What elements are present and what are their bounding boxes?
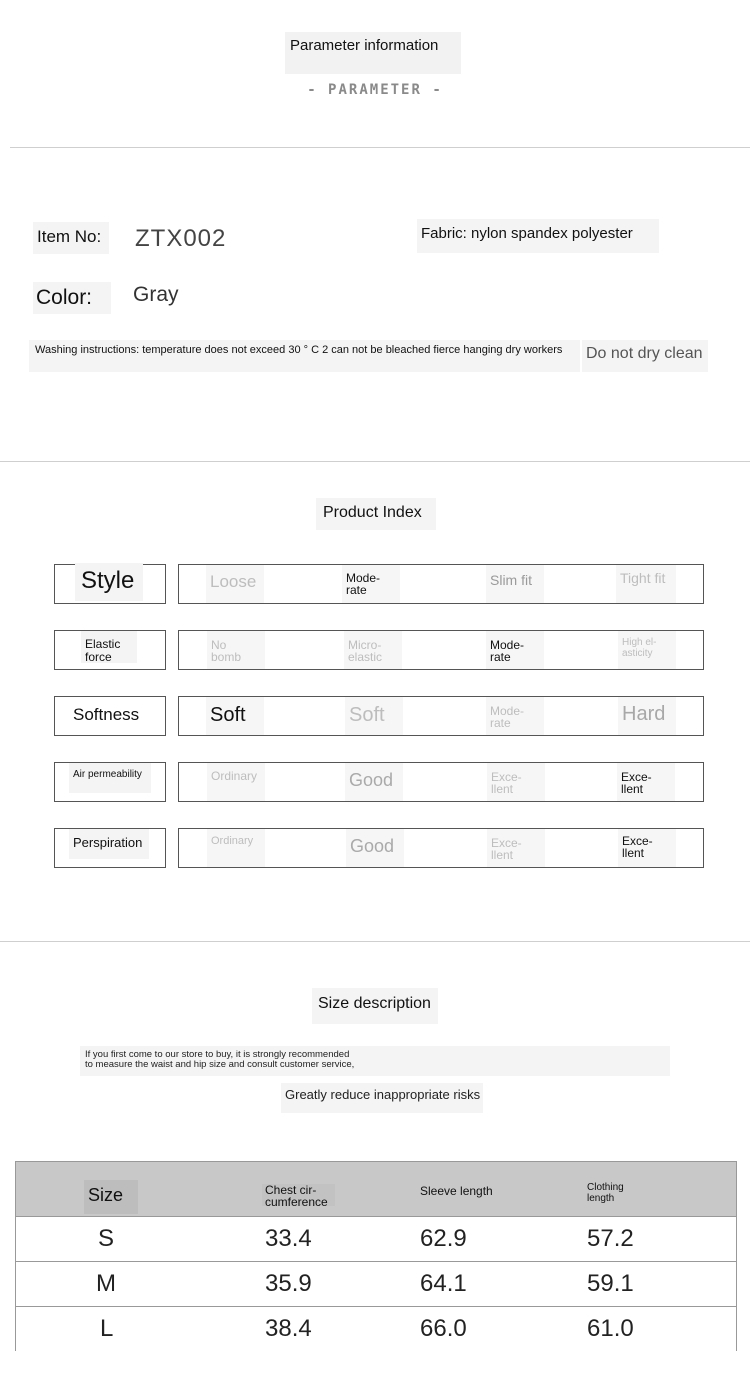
option-no-bomb: No bomb (207, 631, 265, 669)
option-excellent-selected: Exce-llent (618, 829, 676, 867)
header-size: Size (84, 1180, 138, 1214)
option-moderate: Mode-rate (342, 565, 400, 603)
elastic-options (178, 630, 704, 670)
divider (10, 147, 750, 148)
item-number-label: Item No: (33, 222, 109, 254)
option-hard: Hard (618, 697, 676, 735)
option-loose: Loose (206, 565, 264, 603)
cell-length: 57.2 (587, 1225, 634, 1252)
cell-length: 61.0 (587, 1315, 634, 1342)
cell-sleeve: 66.0 (420, 1315, 467, 1342)
air-permeability-label: Air permeability (69, 763, 151, 793)
page-title: Parameter information (285, 32, 461, 74)
option-moderate: Mode-rate (486, 697, 544, 735)
color-label: Color: (33, 282, 111, 314)
fabric-text: Fabric: nylon spandex polyester (417, 219, 659, 253)
cell-size: L (100, 1315, 114, 1342)
option-high-elasticity: High el-asticity (618, 631, 676, 669)
table-row (16, 1306, 736, 1351)
cell-length: 59.1 (587, 1270, 634, 1297)
air-permeability-options (178, 762, 704, 802)
style-options (178, 564, 704, 604)
risk-note: Greatly reduce inappropriate risks (281, 1083, 483, 1113)
option-moderate: Mode-rate (486, 631, 544, 669)
table-row (16, 1216, 736, 1261)
style-label: Style (75, 563, 143, 601)
softness-label: Softness (73, 705, 140, 724)
cell-sleeve: 64.1 (420, 1270, 467, 1297)
size-table (15, 1161, 737, 1351)
dry-clean-note: Do not dry clean (582, 340, 708, 372)
cell-sleeve: 62.9 (420, 1225, 467, 1252)
option-soft-2: Soft (345, 697, 403, 735)
perspiration-label: Perspiration (69, 829, 149, 859)
header-sleeve-length: Sleeve length (420, 1184, 493, 1198)
header-clothing-length: Clothing length (587, 1182, 624, 1204)
option-good: Good (346, 829, 404, 867)
index-row-label (54, 762, 166, 802)
perspiration-options (178, 828, 704, 868)
option-good: Good (345, 763, 403, 801)
option-excellent-selected: Exce-llent (617, 763, 675, 801)
softness-options (178, 696, 704, 736)
cell-size: M (96, 1270, 116, 1297)
option-excellent: Exce-llent (487, 763, 545, 801)
divider (0, 941, 750, 942)
cell-size: S (98, 1225, 115, 1252)
index-row-label (54, 696, 166, 736)
color-value: Gray (133, 283, 179, 306)
cell-chest: 38.4 (265, 1315, 312, 1342)
header-chest: Chest cir-cumference (262, 1184, 335, 1206)
cell-chest: 35.9 (265, 1270, 312, 1297)
cell-chest: 33.4 (265, 1225, 312, 1252)
option-slim-fit: Slim fit (486, 565, 544, 603)
washing-instructions: Washing instructions: temperature does not exceed 30 ° C 2 can not be bleached fierce hanging dry workers (29, 340, 580, 372)
index-row-label (54, 828, 166, 868)
size-note-line: If you first come to our store to buy, it is strongly recommended (85, 1049, 350, 1060)
option-micro-elastic: Micro-elastic (344, 631, 402, 669)
index-row-label (54, 630, 166, 670)
item-number-value: ZTX002 (135, 225, 227, 252)
size-note-line: to measure the waist and hip size and consult customer service, (85, 1059, 355, 1070)
page-subtitle: - PARAMETER - (307, 82, 443, 98)
table-header (16, 1162, 736, 1216)
option-ordinary: Ordinary (207, 763, 265, 801)
divider (0, 461, 750, 462)
product-index-title: Product Index (316, 498, 436, 530)
option-ordinary: Ordinary (207, 829, 265, 867)
size-description-title: Size description (312, 988, 438, 1024)
elastic-force-label: Elastic force (81, 631, 137, 663)
size-note (80, 1046, 670, 1076)
option-tight-fit: Tight fit (616, 565, 676, 603)
table-row (16, 1261, 736, 1306)
option-soft: Soft (206, 697, 264, 735)
index-row-label (54, 564, 166, 604)
option-excellent: Exce-llent (487, 829, 545, 867)
